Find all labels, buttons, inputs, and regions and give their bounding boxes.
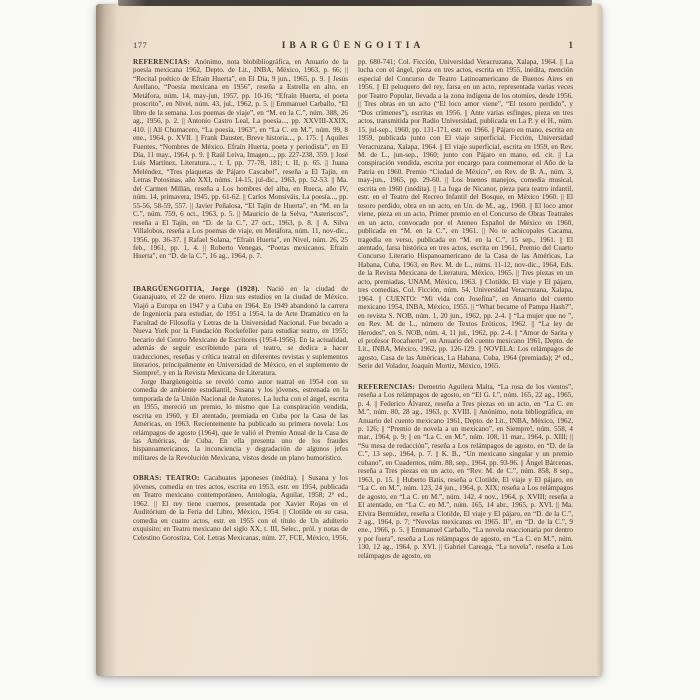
paragraph: REFERENCIAS: Anónimo, nota biobibliográfica, en Anuario de la poesía mexicana 1962, Depto. de Lit., INBA, México, 1963, p. 66; || “Recital poético de Efraín Huerta”, en El Día, 9 jun., 1965, p. 9. || Jesús Arellano, “Poesía mexicana en 1956”, reseña a Estrella en alto, en Metáfora, núm. 14, may-jun, 1957, pp. 10-16; “Efraín Huerta, el poeta proscrito”, en Nivel, núm. 43, jul., 1962, p. 5. || Emmanuel Carballo, “El libro de la semana. Los poemas de viaje”, en “M. en la C.”, núm. 388, 26 ag., 1956, p. 2. || Antonio Castro Leal, La poesía..., pp. XXVIII-XXIX, 410. || Alí Chumacero, “La poesía. 1963”, en “La C. en M.”, núm. 99, 8 ene., 1964, p. XVII. || Frank Dauster, Breve historia..., p. 175. || Aquiles Fuentes, “Nombres de México. Efraín Huerta, poeta y periodista”, en El Día, 11 may., 1964, p. 9. || Raúl Leiva, Imagen..., pp. 227-238, 359. || José Luis Martínez, Literatura..., t. I, pp. 77-78, 181; t. II, p. 65. || Juana Meléndez, “Tres plaquetas de Pájaro Cascabel”, reseña a El Tajín, en Letras Potosinas, año XXI, núms. 14-15, jul-dic., 1963, pp. 52-53. || Ma. del Carmen Millán, reseña a Los hombres del alba, en Rueca, año IV, núm. 14, primavera, 1945, pp. 61-62. || Carlos Monsiváis, La poesía..., pp. 55-56, 58-59, 557. || Javier Peñalosa, “El Tajín de Huerta”, en “M. en la C.”, núm. 759, 6 oct., 1963, p. 5. || Mauricio de la Selva, “Asteriscos”, reseña a El Tajín, en “D. de la C.”, 27 oct., 1963, p. 8. || A. Silva Villalobos, reseña a Los poemas de viaje, en Metáfora, núm. 11, nov-dic., 1956, pp. 36-37. || Rafael Solana, “Efraín Huerta”, en Nivel, núm. 26, 25 feb., 1961, pp. 1, 4. || Roberto Venegas, “Poetas mexicanos. Efraín Huerta”, en “D. de la C.”, 16 ag., 1964, p. 7. — [133, 58, 348, 261]
paragraph-lead: IBARGÜENGOITIA, Jorge (1928). — [133, 284, 267, 293]
left-column — [133, 58, 348, 658]
page-number: 177 — [133, 40, 148, 50]
paragraph: OBRAS: TEATRO: Cacahuates japoneses (inédita). || Susana y los jóvenes, comedia en tres actos, escrita en 1953, estr. en 1954, publicada en Teatro mexicano contemporáneo, Antología, Aguilar, 1958; 2ª ed., 1962. || El rey tiene cuernos, presentada por Xavier Rojas en el Auditórium de la Feria del Libro, México, 1954. || Clotilde en su casa, comedia en cuatro actos, estr. en 1955 con el título de Un adulterio exquisito; en Teatro mexicano del siglo XX, t. III, Selec., pról. y notas de Celestino Gorostiza, Col. Letras Mexicanas, núm. 27, FCE, México, 1956, — [133, 474, 348, 542]
volume-marker: 1 — [568, 40, 573, 50]
running-title: IBARGÜENGOITIA — [281, 41, 425, 51]
page-right-edge — [596, 4, 602, 676]
paragraph: pp. 680-741; Col. Ficción, Universidad Veracruzana, Xalapa, 1964. || La lucha con el ángel, pieza en tres actos, escrita en 1955, inédita, mención especial del Concurso de Teatro Latinoamericano de Buenos Aires en 1956. || El peluquero del rey, farsa en un acto, representada varias veces por Teatro Popular, llevada a la zona indígena de los otomíes, desde 1956. || Tres obras en un acto (“El loco amor viene”, “El tesoro perdido”, y “Dos crímenes”), escritas en 1956. || Ante varias esfinges, pieza en tres actos, transmitida por Radio Universidad, publicada en La P. y el H., núm. 15, jul-sep., 1960, pp. 131-171, estr. en 1966. || Pájaro en mano, escrita en 1959, publicada junto con El viaje superficial, Ficción, Universidad Veracruzana, Xalapa, 1964. || El viaje superficial, escrita en 1959, en Rev. M. de L., jun-sep., 1960; junto con Pájaro en mano, ed. cit. || La conspiración vendida, escrita por encargo para conmemorar el Año de la Patria en 1960. Premio “Ciudad de México”, en Rev. de B. A., núm. 3, may-jun., 1965, pp. 29-60. || Los buenos manejos, comedia musical, escrita en 1960 (inédita). || La fuga de Nicanor, pieza para teatro infantil, estr. en el Teatro del Recreo Infantil del Bosque, en México 1960. || El tesoro perdido, obra en un acto, en Un. de M., ag., 1960. || El loco amor viene, pieza en un acto, Primer premio en el Concurso de Obras Teatrales en un acto, convocado por el Ateneo Español de México en 1960, publicada en “M. en la C.”, en 1961. || No te achicopales Cacama, tragedia en verso, publicada en “M. en la C.”, 15 sep., 1961. || El atentado, farsa histórica en tres actos, escrita en 1961, Premio del Cuarto Concurso Literario Hispanoamericano de la Casa de las Américas, La Habana, Cuba, 1963, en Rev. M. de L., núms. 11-12, nov-dic., 1964, Eds. de la Revista Mexicana de Literatura, México, 1965. || Tres piezas en un acto, premiadas, UNAM, México, 1963. || Clotilde, El viaje y El pájaro, tres comedias, Col. Ficción, núm. 54, Universidad Veracruzana, Xalapa, 1964. || CUENTO: “Mi vida con Josefina”, en Anuario del cuento mexicano 1954, INBA, México, 1955. || “What became of Pampa Hash?”, en revista S. NOB, núm. 1, 20 jun., 1962, pp. 2-4. || “La mujer que no ”, en Rev. M. de L., número de Textos Eróticos, 1962. || “La ley de Herodes”, en S. NOB, núm. 4, 11 jul., 1962, pp. 2-4. || “Amor de Sarita y el profesor Rocafuerte”, en Anuario del cuento mexicano 1961, Depto. de Lit., INBA, México, 1962, pp. 126-129. || NOVELA: Los relámpagos de agosto, Casa de las Américas, La Habana, Cuba, 1964 (premiada); 2ª ed., Serie del Volador, Joaquín Mortiz, México, 1965. — [358, 58, 573, 371]
paragraph: Jorge Ibargüengoitia se reveló como autor teatral en 1954 con su comedia de ambiente estudiantil, Susana y los jóvenes, estrenada en la temporada de la Unión Nacional de Autores. La lucha con el ángel, escrita en 1955, mereció un premio, lo mismo que La conspiración vendida, escrita en 1960, y El atentado, premiada en Cuba por la Casa de las Américas, en 1963. Recientemente ha publicado su primera novela: Los relámpagos de agosto (1964), que le valió el Premio Anual de la Casa de las Américas, de Cuba. En ella presenta uno de los fraudes hispanoamericanos, la inconciencia y degradación de algunos jefes militares de la Revolución Mexicana, vistos desde un plano humorístico. — [133, 377, 348, 462]
paragraph-lead: REFERENCIAS: — [133, 58, 195, 66]
paragraph: REFERENCIAS: Demetrio Aguilera Malta, “La rosa de los vientos”, reseña a Los relámpagos de agosto, en “El G. I.”, núm. 165, 22 ag., 1965, p. 4. || Federico Álvarez, reseña a Tres piezas en un acto, en “La C. en M.”, núm. 80, 28 ag., 1963, p. XVIII. || Anónimo, nota bibliográfica, en Anuario del cuento mexicano 1961, Depto. de Lit., INBA, México, 1962, p. 126; || “Premio de novela a un mexicano”, en Siempre!, núm. 558, 4 mar., 1964, p. 9; || en “La C. en M.”, núm. 108, 11 mar., 1964, p. XIII; || “Su mesa de redacción”, reseña a Los relámpagos de agosto, en “D. de la C.”, 13 sep., 1964, p. 7. || K. B., “Un mexicano singular y un premio cubano”, en Cuadernos, núm. 88, sep., 1964, pp. 93-96. || Ángel Bárcenas, reseña a Tres piezas en un acto, en “Rev. M. de C.”, núm. 858, 8 sep., 1963, p. 15. || Huberto Batis, reseña a Clotilde, El viaje y El pájaro, en “La C. en M.”, núm. 123, 24 jun., 1964, p. XIX; reseña a Los relámpagos de agosto, en “La C. en M.”, núm. 142, 4 nov., 1964, p. XVIII; reseña a El atentado, en “La C. en M.”, núm. 165, 14 abr., 1965, p. XVI. || Ma. Elvira Bermúdez, reseña a Clotilde, El viaje y El pájaro, en “D. de la C.”, 2 ag., 1964, p. 7; “Novelas mexicanas en 1965. II”, en “D. de la C.”, 9 ene., 1966, p. 5. || Emmanuel Carballo, “La novela reaccionaria por dentro y por fuera”, reseña a Los relámpagos de agosto, en “La C. en M.”, núm. 130, 12 ag., 1964, p. XVI. || Gabriel Careaga, “La novela”, reseña a Los relámpagos de agosto, en — [358, 382, 573, 560]
binding-shadow — [96, 4, 118, 676]
right-column — [358, 58, 573, 658]
paragraph-lead: OBRAS: TEATRO: — [133, 474, 204, 483]
book-page — [96, 4, 602, 676]
paragraph-lead: REFERENCIAS: — [358, 382, 419, 391]
text-columns — [133, 58, 573, 658]
book-top-edge — [118, 0, 592, 6]
paragraph: IBARGÜENGOITIA, Jorge (1928). Nació en la ciudad de Guanajuato, el 22 de enero. Hizo sus estudios en la ciudad de México. Viajó a Europa en 1947 y a Cuba en 1964. En 1949 abandonó la carrera de Ingeniería para estudiar, de 1951 a 1954, la de Arte Dramático en la Facultad de Filosofía y Letras de la Universidad Nacional. Fue becado a Nueva York por la Fundación Rockefeller para estudiar teatro, en 1955; becario del Centro Mexicano de Escritores (1954-1956). En la actualidad, además de seguir escribiendo para el teatro, se dedica a hacer traducciones, reseñas y crítica teatral en diferentes revistas y suplementos literarios, principalmente en Universidad de México, en el suplemento de Siempre!, y en la Revista Mexicana de Literatura. — [133, 284, 348, 378]
page-header — [133, 40, 573, 51]
